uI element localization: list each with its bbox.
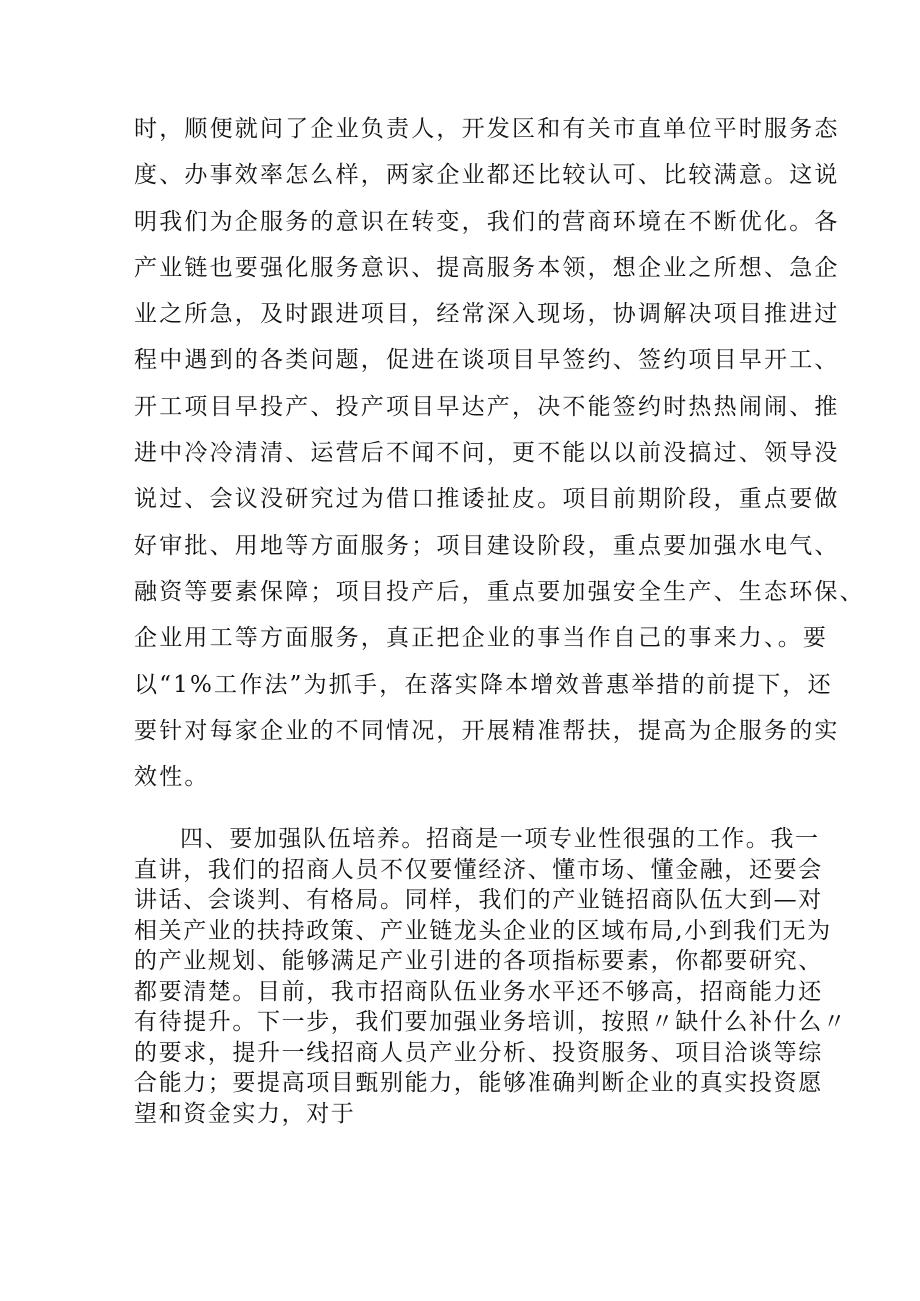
paragraph-service <box>134 106 865 800</box>
text-line: 望和资金实力，对于 <box>134 1100 356 1127</box>
text-line: 的产业规划、能够满足产业引进的各项指标要素，你都要研究、 <box>134 948 823 974</box>
text-line: 说过、会议没研究过为借口推诿扯皮。项目前期阶段，重点要做 <box>134 486 840 513</box>
text-line: 时，顺便就问了企业负责人，开发区和有关市直单位平时服务态 <box>134 116 840 142</box>
text-line: 都要清楚。目前，我市招商队伍业务水平还不够高，招商能力还 <box>134 978 823 1005</box>
text-line: 相关产业的扶持政策、产业链龙头企业的区域布局,小到我们无为 <box>134 917 832 944</box>
text-line: 讲话、会谈判、有格局。同样，我们的产业链招商队伍大到—对 <box>134 887 823 913</box>
text-line: 融资等要素保障；项目投产后，重点要加强安全生产、生态环保、 <box>134 578 865 605</box>
text-line: 度、办事效率怎么样，两家企业都还比较认可、比较满意。这说 <box>134 162 840 189</box>
text-line: 合能力；要提高项目甄别能力，能够准确判断企业的真实投资愿 <box>134 1070 823 1096</box>
text-line: 明我们为企服务的意识在转变，我们的营商环境在不断优化。各 <box>134 208 840 235</box>
text-line: 好审批、用地等方面服务；项目建设阶段，重点要加强水电气、 <box>134 532 840 559</box>
text-line: 直讲，我们的招商人员不仅要懂经济、懂市场、懂金融，还要会 <box>134 856 823 883</box>
text-line: 要针对每家企业的不同情况，开展精准帮扶，提高为企服务的实 <box>134 717 840 744</box>
paragraph-team-training <box>134 824 848 1129</box>
text-line: 效性。 <box>134 764 210 791</box>
text-line: 四、要加强队伍培养。招商是一项专业性很强的工作。我一 <box>180 826 820 852</box>
text-line: 有待提升。下一步，我们要加强业务培训，按照〃缺什么补什么〃 <box>134 1009 848 1035</box>
text-line: 以“1%工作法”为抓手，在落实降本增效普惠举措的前提下，还 <box>134 671 833 698</box>
text-line: 程中遇到的各类问题，促进在谈项目早签约、签约项目早开工、 <box>134 347 840 374</box>
text-line: 进中冷冷清清、运营后不闻不问，更不能以以前没搞过、领导没 <box>134 440 840 467</box>
text-line: 企业用工等方面服务，真正把企业的事当作自己的事来力、。要 <box>134 625 829 652</box>
text-line: 的要求，提升一线招商人员产业分析、投资服务、项目洽谈等综 <box>134 1039 823 1066</box>
text-line: 业之所急，及时跟进项目，经常深入现场，协调解决项目推进过 <box>134 301 840 328</box>
text-line: 开工项目早投产、投产项目早达产，决不能签约时热热闹闹、推 <box>134 393 840 420</box>
text-line: 产业链也要强化服务意识、提高服务本领，想企业之所想、急企 <box>134 254 840 281</box>
